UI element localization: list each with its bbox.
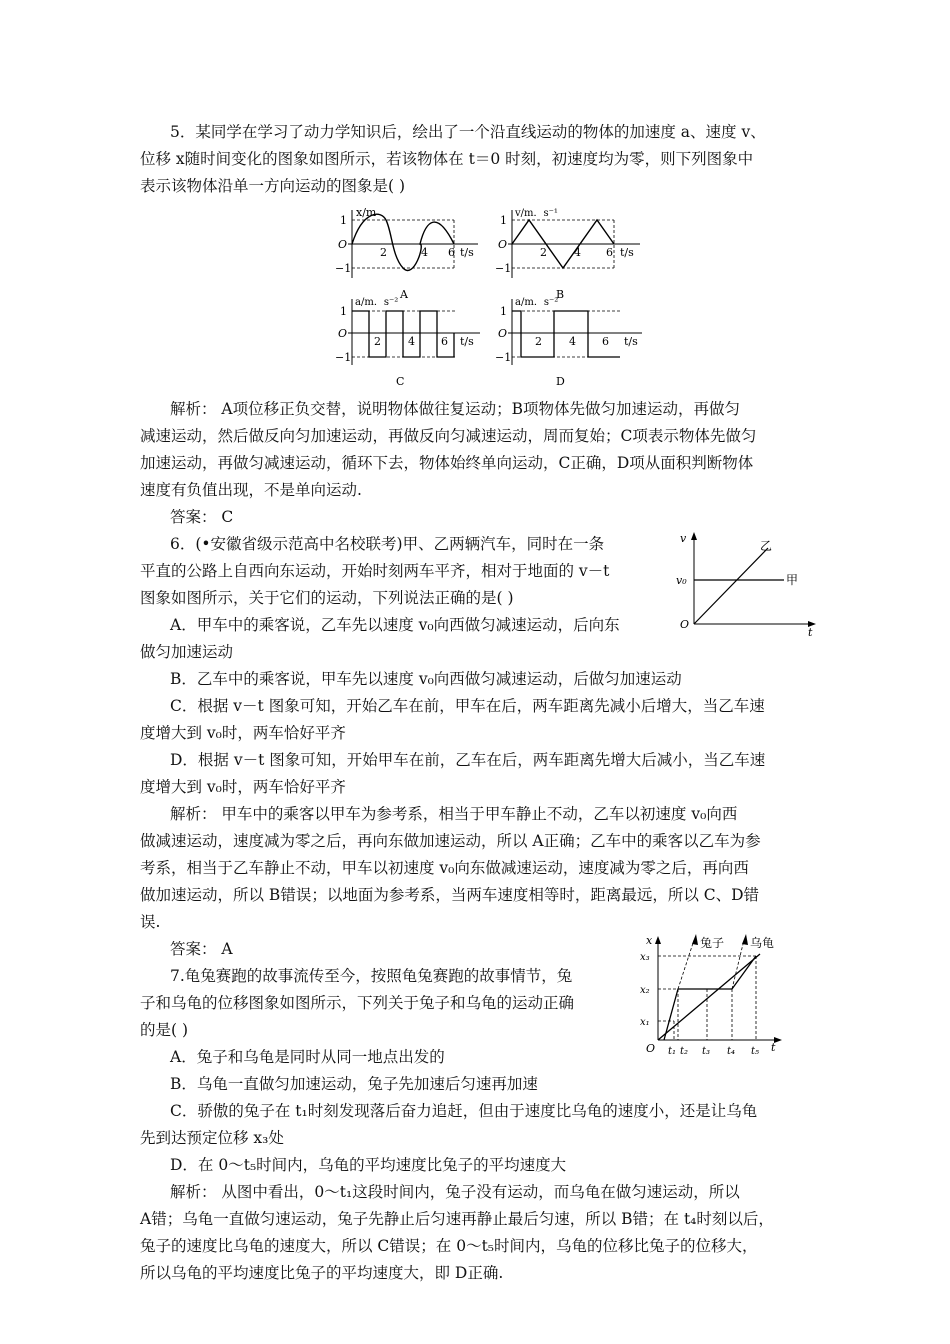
q7-fig-t: t [771, 1041, 776, 1054]
q7-fig-t3: t₃ [702, 1046, 711, 1057]
fig-d-x2: 2 [535, 335, 542, 348]
q6-fig-v0: v₀ [676, 574, 687, 587]
q5-analysis-line-1: 解析： A项位移正负交替，说明物体做往复运动；B项物体先做匀加速运动，再做匀 [170, 400, 741, 418]
q5-stem-line-3: 表示该物体沿单一方向运动的图象是( ) [140, 177, 406, 195]
q6-option-a-line-2: 做匀加速运动 [140, 643, 234, 661]
fig-b-xlabel: t/s [620, 246, 634, 259]
q7-fig-rabbit: 兔子 [700, 936, 725, 950]
q7-analysis-line-2: A错；乌龟一直做匀速运动，兔子先静止后匀速再静止最后匀速，所以 B错；在 t₄时刻以后， [140, 1210, 774, 1228]
fig-d-xlabel: t/s [624, 335, 638, 348]
fig-c-x4: 4 [408, 335, 415, 348]
q7-fig-t5: t₅ [751, 1046, 760, 1057]
q7-fig-x3: x₃ [640, 952, 650, 963]
q5-analysis-line-3: 加速运动，再做匀减速运动，循环下去，物体始终单向运动，C正确，D项从面积判断物体 [140, 454, 754, 472]
fig-b-tick-m1: −1 [495, 262, 512, 275]
q6-option-c-line-2: 度增大到 v₀时，两车恰好平齐 [140, 724, 346, 742]
fig-a-ylabel: x/m [356, 206, 377, 219]
q6-fig-origin: O [680, 618, 690, 631]
q6-analysis-line-4: 做加速运动，所以 B错误；以地面为参考系，当两车速度相等时，距离最远，所以 C、D错 [140, 886, 760, 904]
q6-fig-v: v [680, 532, 687, 545]
fig-d-ylabel: a/m．s⁻² [515, 297, 559, 308]
q6-analysis-line-3: 考系，相当于乙车静止不动，甲车以初速度 v₀向东做减速运动，速度减为零之后，再向西 [140, 859, 749, 877]
q6-option-a-line-1: A．甲车中的乘客说，乙车先以速度 v₀向西做匀减速运动，后向东 [170, 616, 620, 634]
q5-analysis-line-4: 速度有负值出现，不是单向运动. [140, 481, 362, 499]
q7-option-c-line-2: 先到达预定位移 x₃处 [140, 1129, 284, 1147]
q7-fig-x2: x₂ [640, 985, 650, 996]
q7-stem-line-1: 7.龟兔赛跑的故事流传至今，按照龟兔赛跑的故事情节，兔 [170, 967, 573, 985]
q7-analysis-line-4: 所以乌龟的平均速度比兔子的平均速度大，即 D正确. [140, 1264, 504, 1282]
q6-stem-line-1: 6．(•安徽省级示范高中名校联考)甲、乙两辆汽车，同时在一条 [170, 535, 605, 553]
fig-b-origin: O [498, 238, 508, 251]
q5-figure-d [490, 293, 650, 393]
fig-b-x4: 4 [574, 246, 581, 259]
fig-c-tick-1: 1 [340, 305, 347, 318]
q5-answer: 答案： C [170, 508, 234, 526]
fig-c-x2: 2 [374, 335, 381, 348]
fig-a-x6: 6 [448, 246, 455, 259]
q7-option-b: B．乌龟一直做匀加速运动，兔子先加速后匀速再加速 [170, 1075, 538, 1093]
fig-d-tick-m1: −1 [495, 351, 512, 364]
q6-option-d-line-2: 度增大到 v₀时，两车恰好平齐 [140, 778, 346, 796]
q7-fig-turtle: 乌龟 [750, 936, 775, 950]
q7-fig-origin: O [646, 1042, 656, 1055]
fig-d-x4: 4 [569, 335, 576, 348]
q6-stem-line-3: 图象如图所示，关于它们的运动，下列说法正确的是( ) [140, 589, 514, 607]
fig-b-tick-1: 1 [500, 214, 507, 227]
fig-a-origin: O [338, 238, 348, 251]
fig-c-caption: C [396, 375, 405, 388]
q6-option-b: B．乙车中的乘客说，甲车先以速度 v₀向西做匀减速运动，后做匀加速运动 [170, 670, 682, 688]
q7-analysis-line-1: 解析： 从图中看出，0～t₁这段时间内，兔子没有运动，而乌龟在做匀速运动，所以 [170, 1183, 740, 1201]
q6-fig-jia: 甲 [786, 573, 799, 587]
q5-figure-b [490, 202, 650, 302]
q7-fig-x: x [646, 934, 653, 947]
q7-option-c-line-1: C．骄傲的兔子在 t₁时刻发现落后奋力追赶，但由于速度比乌龟的速度小，还是让乌龟 [170, 1102, 758, 1120]
fig-c-x6: 6 [441, 335, 448, 348]
q7-fig-x1: x₁ [640, 1017, 650, 1028]
q6-analysis-line-5: 误. [140, 913, 161, 931]
q7-fig-t4: t₄ [727, 1046, 736, 1057]
fig-c-tick-m1: −1 [335, 351, 352, 364]
q6-analysis-line-1: 解析： 甲车中的乘客以甲车为参考系，相当于甲车静止不动，乙车以初速度 v₀向西 [170, 805, 738, 823]
fig-a-tick-1: 1 [340, 214, 347, 227]
fig-a-x2: 2 [380, 246, 387, 259]
fig-d-origin: O [498, 327, 508, 340]
fig-b-ylabel: v/m．s⁻¹ [515, 208, 558, 219]
fig-a-x4: 4 [421, 246, 428, 259]
fig-b-x6: 6 [606, 246, 613, 259]
q7-fig-t1: t₁ [668, 1046, 677, 1057]
q5-stem-line-1: 5．某同学在学习了动力学知识后，绘出了一个沿直线运动的物体的加速度 a、速度 v、 [170, 123, 766, 141]
fig-a-tick-m1: −1 [335, 262, 352, 275]
fig-d-x6: 6 [602, 335, 609, 348]
fig-d-caption: D [556, 375, 565, 388]
q7-analysis-line-3: 兔子的速度比乌龟的速度大，所以 C错误；在 0～t₅时间内，乌龟的位移比兔子的位移大， [140, 1237, 758, 1255]
fig-d-tick-1: 1 [500, 305, 507, 318]
fig-c-origin: O [338, 327, 348, 340]
q6-option-d-line-1: D．根据 v－t 图象可知，开始甲车在前，乙车在后，两车距离先增大后减小，当乙车速 [170, 751, 766, 769]
q6-vt-figure [672, 528, 822, 640]
q6-fig-yi: 乙 [760, 539, 773, 553]
fig-b-x2: 2 [540, 246, 547, 259]
q7-xt-figure [628, 930, 788, 1062]
fig-b-caption: B [556, 288, 565, 301]
q6-stem-line-2: 平直的公路上自西向东运动，开始时刻两车平齐，相对于地面的 v－t [140, 562, 610, 580]
q7-fig-t2: t₂ [680, 1046, 689, 1057]
q6-option-c-line-1: C．根据 v－t 图象可知，开始乙车在前，甲车在后，两车距离先减小后增大，当乙车速 [170, 697, 765, 715]
q5-stem-line-2: 位移 x随时间变化的图象如图所示，若该物体在 t＝0 时刻，初速度均为零，则下列图象中 [140, 150, 754, 168]
q7-option-a: A．兔子和乌龟是同时从同一地点出发的 [170, 1048, 445, 1066]
fig-a-xlabel: t/s [460, 246, 474, 259]
q7-option-d: D．在 0～t₅时间内，乌龟的平均速度比兔子的平均速度大 [170, 1156, 567, 1174]
q5-figure-c [330, 293, 490, 393]
q6-fig-t: t [808, 626, 813, 639]
q5-analysis-line-2: 减速运动，然后做反向匀加速运动，再做反向匀减速运动，周而复始；C项表示物体先做匀 [140, 427, 757, 445]
fig-c-xlabel: t/s [460, 335, 474, 348]
q7-stem-line-3: 的是( ) [140, 1021, 189, 1039]
fig-c-ylabel: a/m．s⁻² [355, 297, 399, 308]
q7-stem-line-2: 子和乌龟的位移图象如图所示，下列关于兔子和乌龟的运动正确 [140, 994, 575, 1012]
fig-a-caption: A [400, 288, 408, 301]
q6-answer: 答案： A [170, 940, 233, 958]
q5-figure-a [330, 202, 490, 302]
q6-analysis-line-2: 做减速运动，速度减为零之后，再向东做加速运动，所以 A正确；乙车中的乘客以乙车为参 [140, 832, 761, 850]
